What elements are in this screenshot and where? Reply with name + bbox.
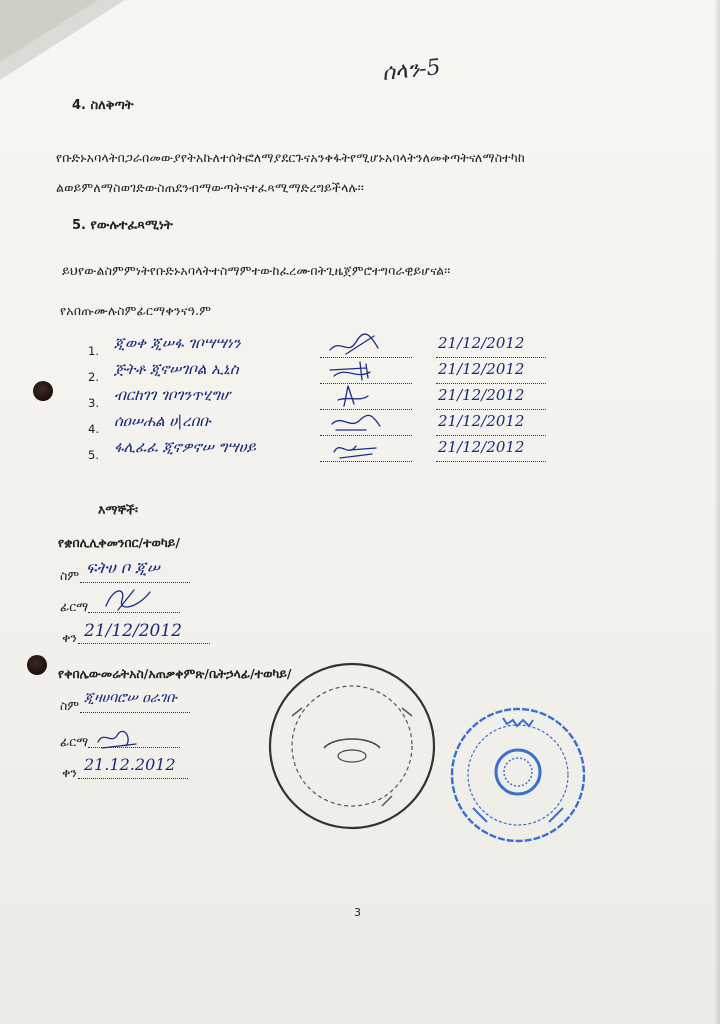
date-line (436, 435, 546, 436)
witness-2-signature (92, 724, 142, 752)
section-4-heading: 4. ስለቅጣት (72, 98, 134, 113)
witness-2-name-value: ጂዛሀባሮሠ ዐራገቡ (84, 690, 178, 706)
witness-2-date-value: 21.12.2012 (84, 755, 176, 774)
signatory-date: 21/12/2012 (438, 438, 525, 456)
page-edge-shadow (714, 0, 720, 1024)
witness-2-name-line (80, 712, 190, 713)
signatory-row-3 (88, 386, 558, 414)
signatory-number: 1. (88, 344, 99, 358)
section-5-heading: 5. የውሉተፈጻሚነት (72, 218, 173, 233)
signatory-name: ጂወቀ ጂሠፋ ገቦሣሣነን (114, 334, 241, 352)
round-official-stamp-blue (443, 700, 593, 850)
witness-2-date-line (78, 778, 188, 779)
signatory-row-5 (88, 438, 558, 466)
signatory-row-1 (88, 334, 558, 362)
date-line (436, 409, 546, 410)
witness-1-date-value: 21/12/2012 (84, 621, 182, 641)
section-4-line-2: ልወይምለማስወገድውስጠደንብማውጣትናተፈጻሚማድረግይችላሉ፡፡ (56, 180, 364, 195)
folded-corner-shadow (0, 0, 98, 62)
section-4-line-1: የቡድኑአባላትበጋራበመውያየትአኩለተሰትፎለማያደርጉናአንቀፋትየሚሆኑአባላትንለመቅጣትናለማስተካከ (56, 150, 525, 165)
handwritten-page-reference: ሰላን-5 (380, 55, 442, 86)
witnesses-heading: እማኞች፡ (98, 502, 138, 517)
signature-mark (326, 434, 386, 464)
signatories-intro: የአበጡሙሉስምፊርማቀንናዓ.ም (60, 303, 212, 318)
witness-1-name-label: ስም (60, 568, 80, 583)
section-5-line-1: ይህየውልስምምነትየቡድኑአባላትተስማምተውከፈረሙበትጊዜጀምሮተግባራዊይሆናል፡፡ (62, 263, 451, 278)
witness-1-date-line (78, 643, 210, 644)
witness-1-name-value: ፍትሀ ቦ ጂሠ (86, 558, 160, 577)
signatory-name: ብርከገገ ገቦገንጥሂግሆ (114, 386, 231, 404)
signatory-date: 21/12/2012 (438, 360, 525, 378)
witness-2-date-label: ቀን (62, 765, 77, 780)
round-official-stamp-dark (262, 656, 442, 836)
signatory-name: ፋሊፈፈ ጂኖዎኖሠ ግሣሀይ (114, 438, 256, 456)
punch-hole-bottom (27, 655, 47, 675)
punch-hole-top (33, 381, 53, 401)
signatory-date: 21/12/2012 (438, 334, 525, 352)
witness-2-name-label: ስም (60, 698, 80, 713)
signatory-name: ጅትቶ ጂኖሠገቦል ኢኒስ (114, 360, 239, 378)
signatory-name: ሰዐሠሐል ሀ|ረበቡ (114, 412, 211, 430)
witness-1-sign-label: ፊርማ (60, 599, 89, 614)
witness-2-title: የቀበሌውመሬትአስ/አጠቃቀምጽ/ቤትኃላፊ/ተወካይ/ (58, 666, 292, 681)
signatory-date: 21/12/2012 (438, 386, 525, 404)
witness-2-sign-label: ፊርማ (60, 734, 89, 749)
signatory-number: 5. (88, 448, 99, 462)
date-line (436, 357, 546, 358)
page-number: 3 (354, 906, 361, 919)
signatory-row-2 (88, 360, 558, 388)
date-line (436, 461, 546, 462)
signatory-number: 2. (88, 370, 99, 384)
signatory-date: 21/12/2012 (438, 412, 525, 430)
witness-1-date-label: ቀን (62, 630, 77, 645)
signatory-number: 4. (88, 422, 99, 436)
witness-1-title: የቋበሊሊቀመንበር/ተወካይ/ (58, 535, 180, 550)
signatory-row-4 (88, 412, 558, 440)
signatory-number: 3. (88, 396, 99, 410)
witness-1-signature (98, 582, 158, 614)
date-line (436, 383, 546, 384)
